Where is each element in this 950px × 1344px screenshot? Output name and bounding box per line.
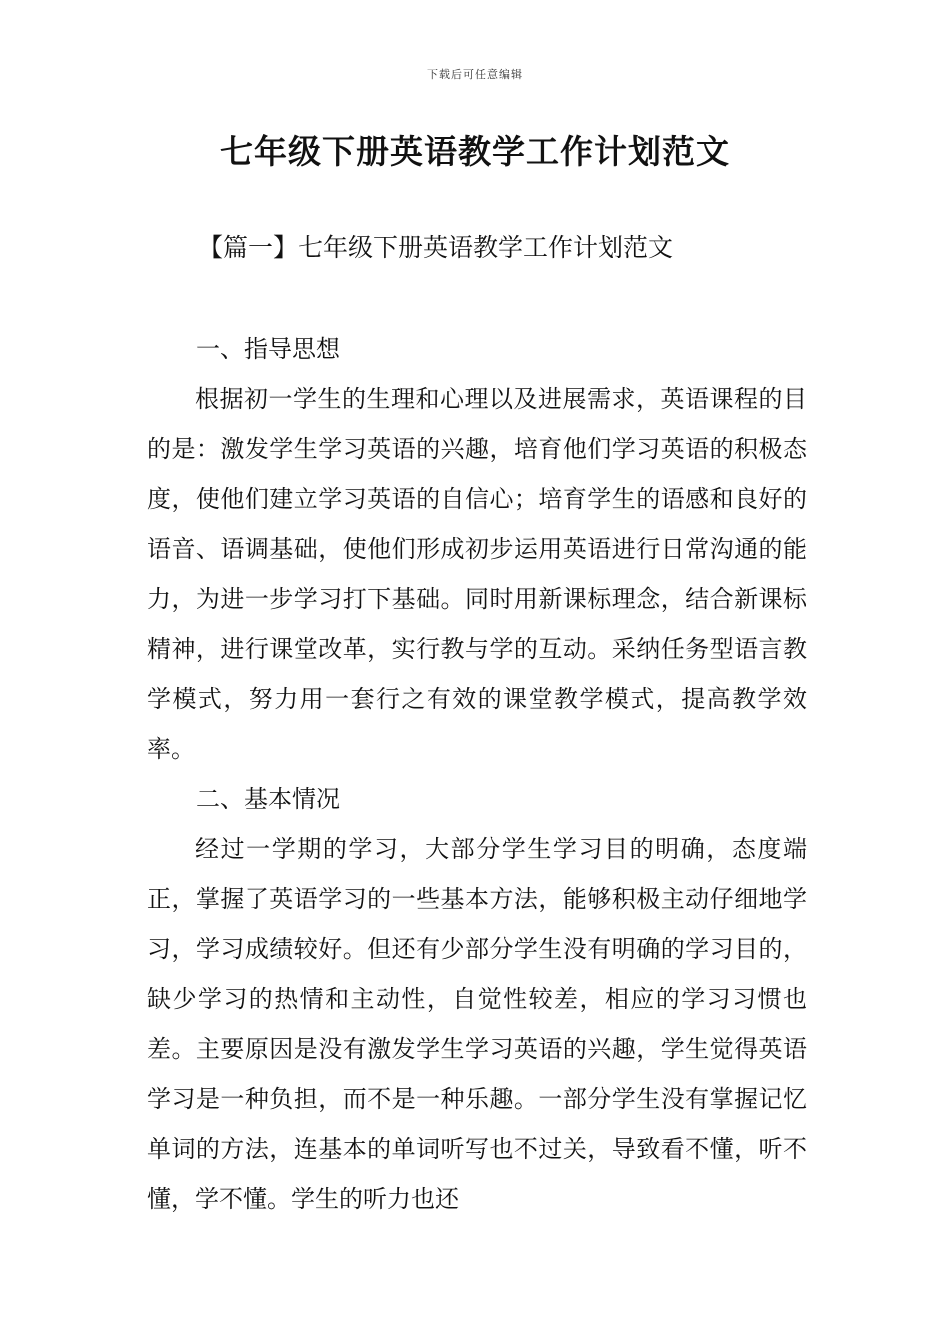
section-heading: 【篇一】七年级下册英语教学工作计划范文 [198, 233, 674, 262]
subheading-basic-situation: 二、基本情况 [196, 785, 340, 813]
paragraph-basic-situation: 经过一学期的学习，大部分学生学习目的明确，态度端正，掌握了英语学习的一些基本方法，能够积极主动仔细地学习，学习成绩较好。但还有少部分学生没有明确的学习目的，缺少学习的热情和主动性，自觉性较差，相应的学习习惯也差。主要原因是没有激发学生学习英语的兴趣，学生觉得英语学习是一种负担，而不是一种乐趣。一部分学生没有掌握记忆单词的方法，连基本的单词听写也不过关，导致看不懂，听不懂，学不懂。学生的听力也还 [147, 835, 807, 1213]
paragraph-guiding-thought: 根据初一学生的生理和心理以及进展需求，英语课程的目的是：激发学生学习英语的兴趣，培育他们学习英语的积极态度，使他们建立学习英语的自信心；培育学生的语感和良好的语音、语调基础，使他们形成初步运用英语进行日常沟通的能力，为进一步学习打下基础。同时用新课标理念，结合新课标精神，进行课堂改革，实行教与学的互动。采纳任务型语言教学模式，努力用一套行之有效的课堂教学模式，提高教学效率。 [147, 385, 807, 763]
header-note: 下载后可任意编辑 [427, 68, 523, 81]
subheading-guiding-thought: 一、指导思想 [196, 335, 340, 363]
document-title: 七年级下册英语教学工作计划范文 [220, 132, 730, 171]
